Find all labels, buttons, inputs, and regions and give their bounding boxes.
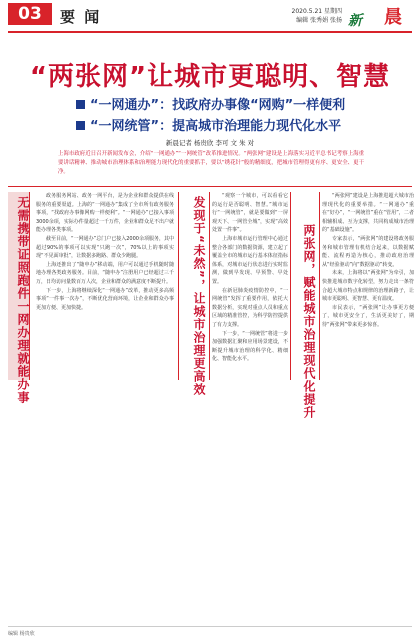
bullet-square-icon: [76, 121, 85, 130]
middle-section-title: 发现于“未然”，让城市治理更高效: [192, 196, 206, 396]
lead-divider: [8, 186, 412, 187]
right-section-title: 两张网，赋能城市治理现代化提升: [302, 224, 316, 419]
lead-paragraph: 上海市政府近日召开新闻发布会，介绍“一网通办”“一网统管”改革推进情况。“两张网”建设是上海落实习近平总书记考察上海重要讲话精神、推动城市治理体系和治理能力现代化的重要抓手，要以“绣花针”般的精细度，把城市管理得更有序、更安全、更干净。: [58, 151, 364, 175]
page-number: 03: [8, 3, 52, 25]
page-header: [0, 0, 420, 46]
subheadline-1: [76, 94, 345, 113]
section-title: 要 闻: [60, 8, 102, 26]
bullet-square-icon: [76, 100, 85, 109]
main-headline: “两张网”让城市更聪明、智慧: [29, 62, 391, 92]
byline: 新晨记者 杨贵欣 李可 文 朱 对: [165, 139, 255, 147]
subheadline-1-text: “一网通办”：找政府办事像“网购”一样便利: [90, 98, 346, 113]
footer-editor-credit: 编辑 杨贵欣: [8, 631, 35, 637]
paragraph: 下一步，上海将继续深化“一网通办”改革，推动更多高频事项“一件事一次办”，不断优化营商环境，让企业和群众办事更加方便、更加快捷。: [36, 287, 174, 311]
paragraph: “两张网”建设是上海推进超大城市治理现代化的重要举措。“一网通办”重在“好办”，“一网统管”重在“管用”，二者相辅相成、互为支撑，共同构成城市治理的“基础设施”。: [322, 193, 414, 234]
header-divider: [8, 31, 412, 33]
paragraph: 在新冠肺炎疫情防控中，“一网统管”发挥了重要作用，依托大数据分析，实现对重点人员和重点区域的精准管控，为科学防控提供了有力支撑。: [212, 287, 288, 328]
paragraph: 上海市城市运行管理中心通过整合各部门的数据资源，建立起了覆盖全市的城市运行基本体征指标体系，对城市运行状态进行实时监测，做到早发现、早预警、早处置。: [212, 235, 288, 285]
logo-char-right: 晨: [384, 7, 402, 28]
paragraph: 市民表示，“两张网”让办事更方便了，城市更安全了，生活更美好了，期待“两张网”带来更多惊喜。: [322, 304, 414, 328]
paragraph: 专家表示，“两张网”的建设将政务服务和城市管理有机结合起来，以数据赋能、流程再造为核心，推动政府治理从“经验驱动”向“数据驱动”转变。: [322, 235, 414, 268]
issue-date: 2020.5.21 星期四: [291, 8, 342, 15]
left-column-body: [36, 192, 174, 622]
masthead-logo: [348, 3, 412, 29]
paragraph: 未来，上海将以“两张网”为牵引，加快推进城市数字化转型，努力走出一条符合超大城市特点和规律的治理新路子，让城市更聪明、更智慧、更有温度。: [322, 270, 414, 303]
right-column-body: [322, 192, 414, 622]
paragraph: 上海还推出了“随申办”移动端，用户可以通过手机随时随地办理各类政务服务。目前，“随申办”注册用户已经超过三千万，日均访问量数百万人次，企业和群众的满意度不断提升。: [36, 261, 174, 285]
paragraph: 政务服务网站、政务一网平台，是为企业和群众提供在线服务的重要渠道。上海的“一网通办”集成了全市所有政务服务事项，“找政府办事像网购一样便利”。“一网通办”已接入事项3000余项，实际办件量超过一千万件，企业和群众足不出户就能办理各类事项。: [36, 193, 174, 234]
middle-column-body: [212, 192, 288, 622]
editor-credit: 编辑 张秀娟 张扬: [296, 17, 342, 24]
paragraph: 截至目前，“一网通办”总门户已接入2000余项服务，其中超过90%的事项可以实现“只跑一次”，70%以上的事项实现“不见面审批”，让数据多跑路、群众少跑腿。: [36, 235, 174, 260]
footer-divider: [8, 626, 412, 627]
subheadline-2-text: “一网统管”：提高城市治理能力现代化水平: [90, 119, 342, 134]
paragraph: “观察一个城市，可以看看它的运行是否聪明、智慧。”城市运行“一网统管”，就是要做到“一屏观天下、一网管全城”，实现“高效处置一件事”。: [212, 193, 288, 234]
paragraph: 下一步，“一网统管”将进一步加强数据汇聚和应用场景建设，不断提升城市治理的科学化、精细化、智能化水平。: [212, 330, 288, 363]
subheadline-2: [76, 115, 341, 134]
logo-char-left: 新: [348, 13, 362, 29]
left-section-title: 无需携带证照跑件一网办理就能办事: [16, 196, 30, 404]
